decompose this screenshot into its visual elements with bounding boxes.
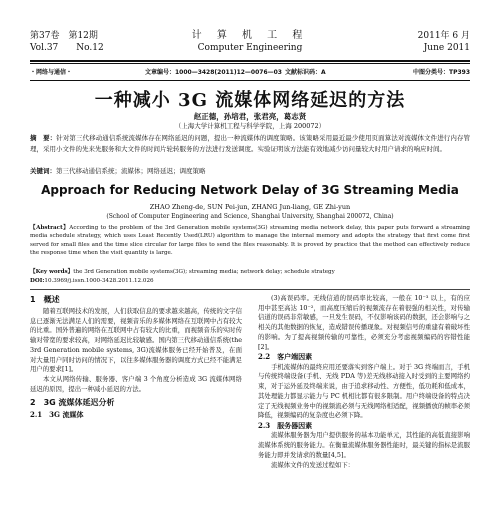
affiliation-cn: （上海大学计算机工程与科学学院，上海 200072） [174, 122, 326, 130]
journal-name [30, 30, 470, 54]
journal-name-cn: 计 算 机 工 程 [191, 30, 309, 41]
paragraph: 手机流媒体的最终应用还要落实到客户端上。对于 3G 终端而言，手机与传统终端设备(手机、无线 PDA 等)差无线移动接入时受到的主要网络约束，对于运外延及终端来说，由于追求移动性、方便性，低功耗和低成本，其处理能力都显示能力与 PC 机相比都有很多限制。用户终端设备的特点决定了无线视频业务中的视频流必须与无线网络相适配，视频播放的帧率必须降低，视频编码的复杂度也必须下降。 [258, 362, 470, 420]
authors-en: ZHAO Zheng-de, SUN Pei-jun, ZHANG Jun-liang, GE Zhi-yun [149, 203, 351, 211]
date-en: June 2011 [423, 43, 470, 53]
article-meta [30, 68, 470, 78]
journal-name-en: Computer Engineering [197, 43, 303, 53]
article-number: 文章编号：1000—3428(2011)12—0076—03 [145, 69, 282, 76]
subsection-heading: 2.2 客户端因素 [258, 352, 313, 362]
body-column-left [30, 294, 242, 421]
subsection-heading: 2.3 服务器因素 [258, 420, 313, 430]
keywords-cn-label: 关键词： [30, 167, 56, 175]
meta-rule [30, 80, 470, 81]
subsection-heading: 2.1 3G 流媒体 [30, 410, 84, 420]
paper-title-cn: 一种减小 3G 流媒体网络延迟的方法 [94, 90, 406, 111]
paragraph: 流媒体服务器为用户提供服务的基本功能单元，其性能的高低直接影响流媒体系统的服务能力。在衡量流媒体服务器性能时，最关键的指标是流服务能力即并发请求的数量[4,5]。 [258, 431, 470, 459]
abstract-en-text: According to the problem of the 3rd Generation mobile systems(3G) streaming media network delay, this paper puts forward a streaming media schedule strategy, which uses Least Recently Used(LRU) algorithm to manage the internal memory and adopts the strategy that first come first served for small files and the time slice circular for large files to send the files reasonably. It is proved by practice that the method can effectively reduce the response time when the visit quantity is large. [30, 225, 470, 257]
doi [30, 277, 470, 285]
keywords-en [30, 268, 470, 276]
body-rule [30, 289, 470, 290]
keywords-cn-text: 第三代移动通信系统；流媒体；网络延迟；调度策略 [56, 167, 206, 175]
keywords-cn [30, 166, 470, 176]
abstract-cn-label: 摘 要： [30, 134, 57, 142]
keywords-en-text: the 3rd Generation mobile systems(3G); streaming media; network delay; schedule strategy [73, 269, 335, 275]
section-heading: 1 概述 [30, 295, 60, 304]
section-heading: 2 3G 流媒体延迟分析 [30, 398, 115, 408]
issue-date [418, 30, 470, 54]
date-cn: 2011年 6 月 [417, 31, 470, 41]
abstract-cn-text: 针对第三代移动通信系统流媒体存在网络延迟的问题，提出一种流媒体的调度策略。该策略采用最近最少使用页面算法对流媒体文件进行内存管理，采用小文件的先来先服务和大文件的时间片轮转服务的方法进行发送调度。实验证明该方法能有效地减少访问量较大时用户请求的响应时间。 [30, 134, 471, 153]
header-rule-thick [30, 60, 470, 62]
paragraph: (3)高误码率。无线信道的误码率比较高，一般在 10⁻³ 以上，有的应用中甚至高达 10⁻²，而高度压缩后的视频流存在着很强的相关性，对传输信道的误码非常敏感，一旦发生误码，不仅影响该码的数据，还会影响与之相关的其他数据的恢复，造成错误传播现象。对视频信号的重建有着破坏性的影响。为了提高视频传输的可靠性，必须充分考虑视频编码的容错性能[2]。 [258, 294, 470, 351]
journal-header [30, 30, 470, 60]
clc-number: 中图分类号：TP393 [412, 69, 470, 76]
document-code: 文献标识码：A [285, 69, 326, 76]
paper-title-en: Approach for Reducing Network Delay of 3G Streaming Media [41, 183, 459, 197]
paragraph: 随着互联网技术的发展，人们获取信息的要求越来越高，传统的文字信息已逐渐无法满足人们的需要，视频音乐的多媒体网络在互联网中占有较大的比重。国外普遍的网络在互联网中占有较大的比重，而视频音乐的实时传输对带宽的要求较高，对网络延迟比较敏感。国内第三代移动通信系统(the 3rd Generation mobile systems, 3G)流媒体服务已经开始普及，在面对大量用户同时访问的情况下，以往多媒体服务器的调度方式已经不能满足用户的要求[1]。 [30, 307, 242, 374]
keywords-en-label: 【Key words】 [30, 269, 74, 275]
volume-cn: 第37卷 第12期 [30, 31, 98, 41]
paragraph: 本文从网络传输、服务器、客户端 3 个角度分析造成 3G 流媒体网络延迟的原因，提出一种减小延迟的方法。 [30, 374, 242, 393]
authors-cn: 赵正德，孙培君，张君亮，葛志贤 [193, 112, 307, 121]
paragraph: 流媒体文件的发送过程如下： [271, 460, 355, 469]
abstract-en-label: 【Abstract】 [30, 225, 70, 231]
affiliation-en: (School of Computer Engineering and Science, Shanghai University, Shanghai 200072, China) [106, 213, 394, 220]
body-column-right [258, 294, 470, 470]
volume-en: Vol.37 No.12 [30, 43, 104, 53]
section-label: ・网络与通信・ [30, 69, 73, 76]
abstract-cn [30, 133, 470, 154]
header-rule-thin [30, 63, 470, 64]
doi-text: 10.3969/j.issn.1000-3428.2011.12.026 [44, 278, 154, 284]
doi-label: DOI: [30, 278, 45, 284]
abstract-en [30, 224, 470, 258]
